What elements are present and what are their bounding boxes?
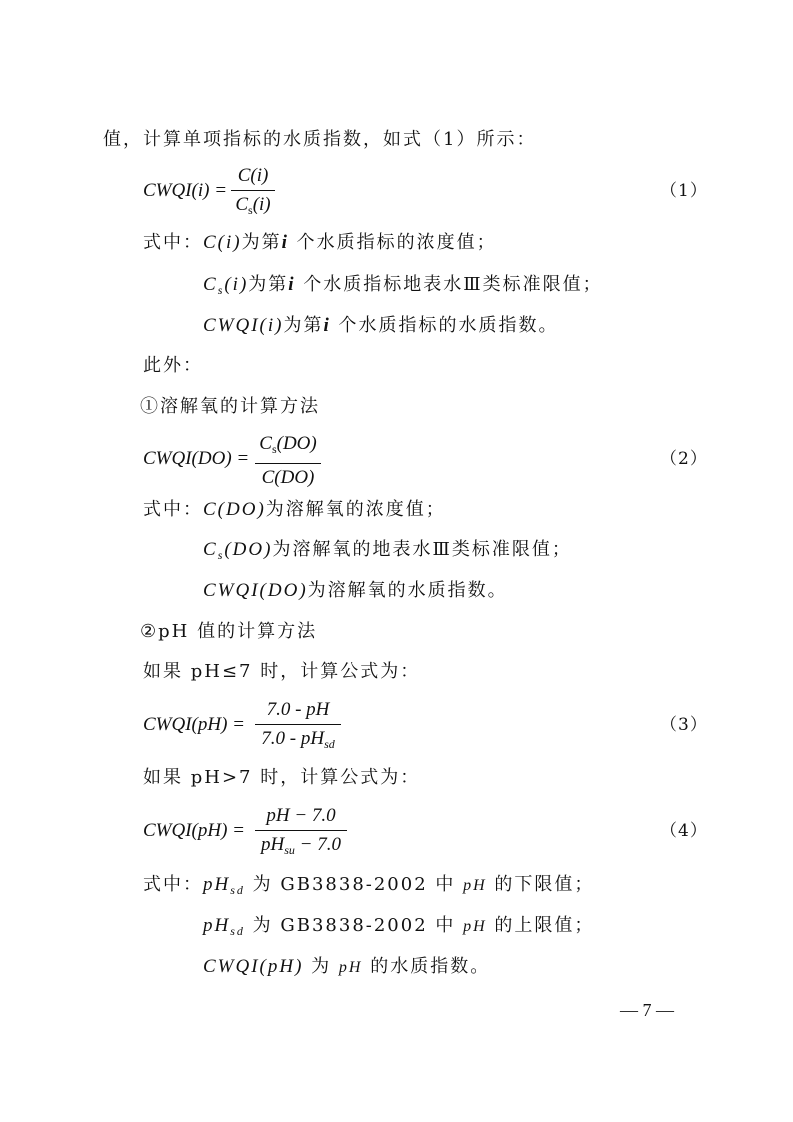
eq2-number: （2）: [660, 449, 708, 469]
eq1-fraction: [231, 164, 275, 222]
eq4-number: （4）: [660, 821, 708, 841]
eq1-numerator: C(i): [237, 165, 269, 186]
eq4-denominator: $pH_{su} - 7.0$: [261, 834, 341, 857]
eq2-denominator: C(DO): [261, 467, 315, 488]
def1-line2: $C_s(i)$为第i 个水质指标地表水Ⅲ类标准限值；: [203, 274, 603, 297]
fraction-bar: [255, 830, 347, 831]
def3-line1: 式中：$pH_{sd}$ 为 GB3838-2002 中 pH 的下限值；: [143, 874, 595, 897]
eq1-denominator: $C_s(i)$: [235, 194, 271, 217]
intro-text: 值，计算单项指标的水质指数，如式（1）所示：: [103, 129, 537, 150]
eq3-denominator: $7.0 - pH_{sd}$: [261, 728, 335, 751]
condition-1: 如果 pH≤7 时，计算公式为：: [143, 661, 421, 682]
def3-line3: CWQI(pH) 为 pH 的水质指数。: [203, 956, 491, 977]
def3-line2: $pH_{sd}$ 为 GB3838-2002 中 pH 的上限值；: [203, 915, 595, 938]
fraction-bar: [255, 724, 341, 725]
eq4-numerator: pH − 7.0: [266, 805, 336, 826]
eq2-fraction: [255, 432, 321, 490]
eq3-number: （3）: [660, 715, 708, 735]
section-do-title: ①溶解氧的计算方法: [140, 396, 320, 417]
eq2-numerator: $C_s(DO)$: [259, 433, 317, 456]
def2-line1: 式中：C(DO)为溶解氧的浓度值；: [143, 499, 446, 520]
eq3-fraction: [255, 698, 341, 756]
eq4-fraction: [255, 804, 347, 862]
fraction-bar: [255, 463, 321, 464]
def2-line3: CWQI(DO)为溶解氧的水质指数。: [203, 580, 508, 601]
page-number: — 7 —: [620, 1000, 674, 1020]
section-ph-title: ②pH 值的计算方法: [140, 621, 318, 642]
eq1-lhs: CWQI(i) =: [143, 180, 228, 201]
def1-line1: 式中：C(i)为第i 个水质指标的浓度值；: [143, 232, 497, 253]
eq2-lhs: CWQI(DO) =: [143, 448, 250, 469]
eq3-lhs: CWQI(pH) =: [143, 714, 245, 735]
besides-text: 此外：: [143, 355, 203, 376]
eq3-numerator: 7.0 - pH: [266, 699, 330, 720]
eq1-number: （1）: [660, 181, 708, 201]
condition-2: 如果 pH>7 时，计算公式为：: [143, 767, 421, 788]
eq4-lhs: CWQI(pH) =: [143, 820, 245, 841]
def2-line2: $C_s(DO)$为溶解氧的地表水Ⅲ类标准限值；: [203, 539, 572, 562]
def1-line3: CWQI(i)为第i 个水质指标的水质指数。: [203, 315, 559, 336]
fraction-bar: [231, 190, 275, 191]
